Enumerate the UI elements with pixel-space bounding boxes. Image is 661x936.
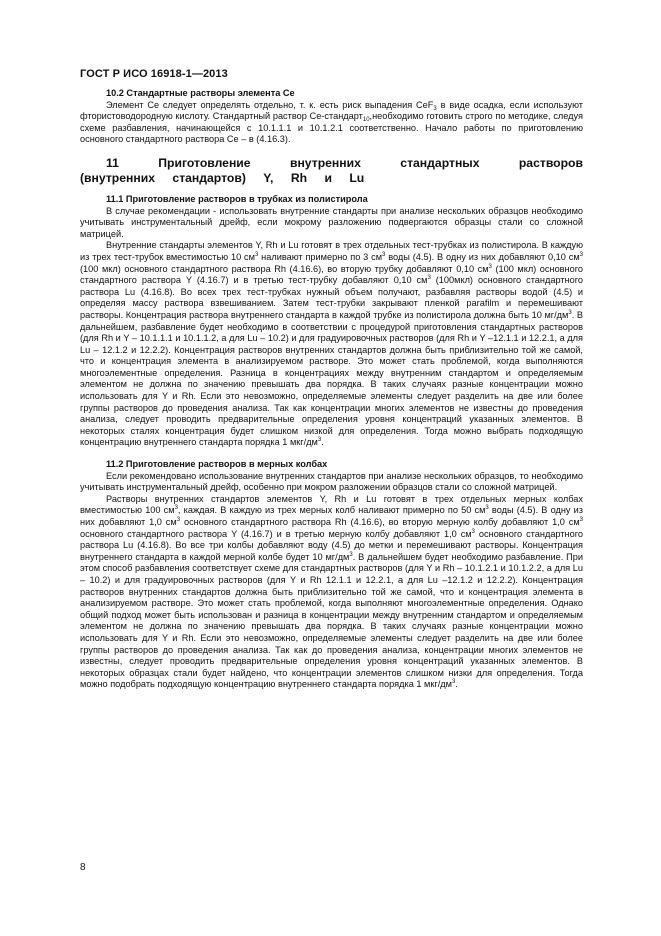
document-header: ГОСТ Р ИСО 16918-1—2013 <box>80 68 228 80</box>
paragraph-11-2-1: Если рекомендовано использование внутренних стандартов при анализе нескольких образцов, то необходимо учитывать инструментальный дрейф, особенно при мокром разложении образцов стали со сложной матрицей. <box>80 470 583 493</box>
paragraph-11-2-2: Растворы внутренних стандартов элементов Y, Rh и Lu готовят в трех отдельных мерных колбах вместимостью 100 $см^3$, каждая. В каждую из трех мерных колб наливают примерно по 50 $см^3$ воды (4.5). В одну из них добавляют 1,0 $см^3$ основного стандартного раствора Rh (4.16.6), во вторую мерную колбу добавляют 1,0 $см^3$ основного стандартного раствора Y (4.16.7) и в третью мерную колбу добавляют 1,0 $см^3$ основного стандартного раствора Lu (4.16.8). Во все три колбы добавляют воду (4.5) до метки и перемешивают растворы. Концентрация внутреннего стандарта в каждой мерной колбе будет 10 $мг/дм^3$. В дальнейшем будет необходимо разбавление. При этом способ разбавления соответствует схеме для стандартных растворов (для Y и Rh – 10.1.2.1 и 10.1.2.2, а для Lu – 10.2) и для градуировочных растворов (для Y и Rh 12.1.1 и 12.2.1, а для Lu –12.1.2 и 12.2.2). Концентрация растворов внутренних стандартов должна быть приблизительно той же самой, что и концентрация элемента в анализируемом растворе. Это может стать проблемой, когда выполняют многоэлементные определения. Однако общий подход может быть использован и разница в концентрации между внутренним стандартом и определяемым элементом не должна по значению превышать два порядка. В таких случаях разные концентрации можно использовать для Y и Rh. Если это невозможно, определяемые элементы следует разделить на две или более группы растворов до проведения анализа. Так как до проведения анализа, концентрации многих элементов не известны, следует проводить предварительные определения уровня концентраций указанных элементов. В некоторых образцах стали будет найдено, что концентрации элементов слишком низки для определения. Тогда можно подобрать подходящую концентрацию внутреннего стандарта порядка 1 мкг/$дм^3$. <box>80 493 584 690</box>
subsection-heading-10-2: 10.2 Стандартные растворы элемента Ce <box>106 88 295 98</box>
subsection-heading-11-2: 11.2 Приготовление растворов в мерных колбах <box>106 459 328 470</box>
paragraph-10-2: Элемент Ce следует определять отдельно, т. к. есть риск выпадения CeF$_3$ в виде осадка, если используют фтористоводородную кислоту. Стандартный раствор Ce-стандарт$_{10}$,необходимо готовить строго по методике, следуя схеме разбавления, начинающейся с 10.1.1.1 и 10.1.2.1 соответственно. Начало работы по приготовлению основного стандартного раствора Ce – в (4.16.3). <box>80 99 584 145</box>
section-heading-11: 11 Приготовление внутренних стандартных растворов (внутренних стандартов) Y, Rh и Lu <box>80 155 583 185</box>
page-number: 8 <box>80 862 86 873</box>
subsection-heading-11-1: 11.1 Приготовление растворов в трубках из полистирола <box>106 193 368 204</box>
paragraph-11-1-1: В случае рекомендации - использовать внутренние стандарты при анализе нескольких образцов необходимо учитывать инструментальный дрейф, если мокрому разложению подвергаются образцы стали со сложной матрицей. <box>80 205 583 239</box>
paragraph-11-1-2: Внутренние стандарты элементов Y, Rh и Lu готовят в трех отдельных тест-трубках из полистирола. В каждую из трех тест-трубок вместимостью 10 $см^3$ наливают примерно по 3 $см^3$ воды (4.5). В одну из них добавляют 0,10 $см^3$ (100 мкл) основного стандартного раствора Rh (4.16.6), во вторую трубку добавляют 0,10 $см^3$ (100 мкл) основного стандартного раствора Y (4.16.7) и в третью тест-трубку добавляют 0,10 $см^3$ (100мкл) основного стандартного раствора Lu (4.16.8). Во всех трех тест-трубках нужный объем получают, разбавляя растворы водой (4.5) и определяя массу раствора взвешиванием. Затем тест-трубки закрывают пленкой parafilm и перемешивают растворы. Концентрация раствора внутреннего стандарта в каждой трубке из полистирола должна быть 10 $мг/дм^3$. В дальнейшем, разбавление будет необходимо в соответствии с процедурой приготовления стандартных растворов (для Rh и Y – 10.1.1.1 и 10.1.1.2, а для Lu – 10.2) и для градуировочных растворов (для Rh и Y –12.1.1 и 12.2.1, а для Lu – 12.1.2 и 12.2.2). Концентрация растворов внутренних стандартов должна быть приблизительно той же самой, что и концентрация элемента в анализируемом растворе. Это может стать проблемой, когда выполняются многоэлементные определения. Разница в концентрациях между внутренним стандартом и определяемым элементом не должна по значению превышать два порядка. В таких случаях разные концентрации можно использовать для Y и Rh. Если это невозможно, определяемые элементы следует разделить на две или более группы растворов до проведения анализа. Так как концентрации многих элементов не известны до проведения анализа, следует проводить предварительные определения уровня концентраций указанных элементов. В некоторых сталях концентрация будет слишком низкой для определения. Тогда можно выбрать подходящую концентрацию внутреннего стандарта порядка 1 мкг/$дм^3$. <box>80 240 584 448</box>
document-body <box>80 88 583 691</box>
